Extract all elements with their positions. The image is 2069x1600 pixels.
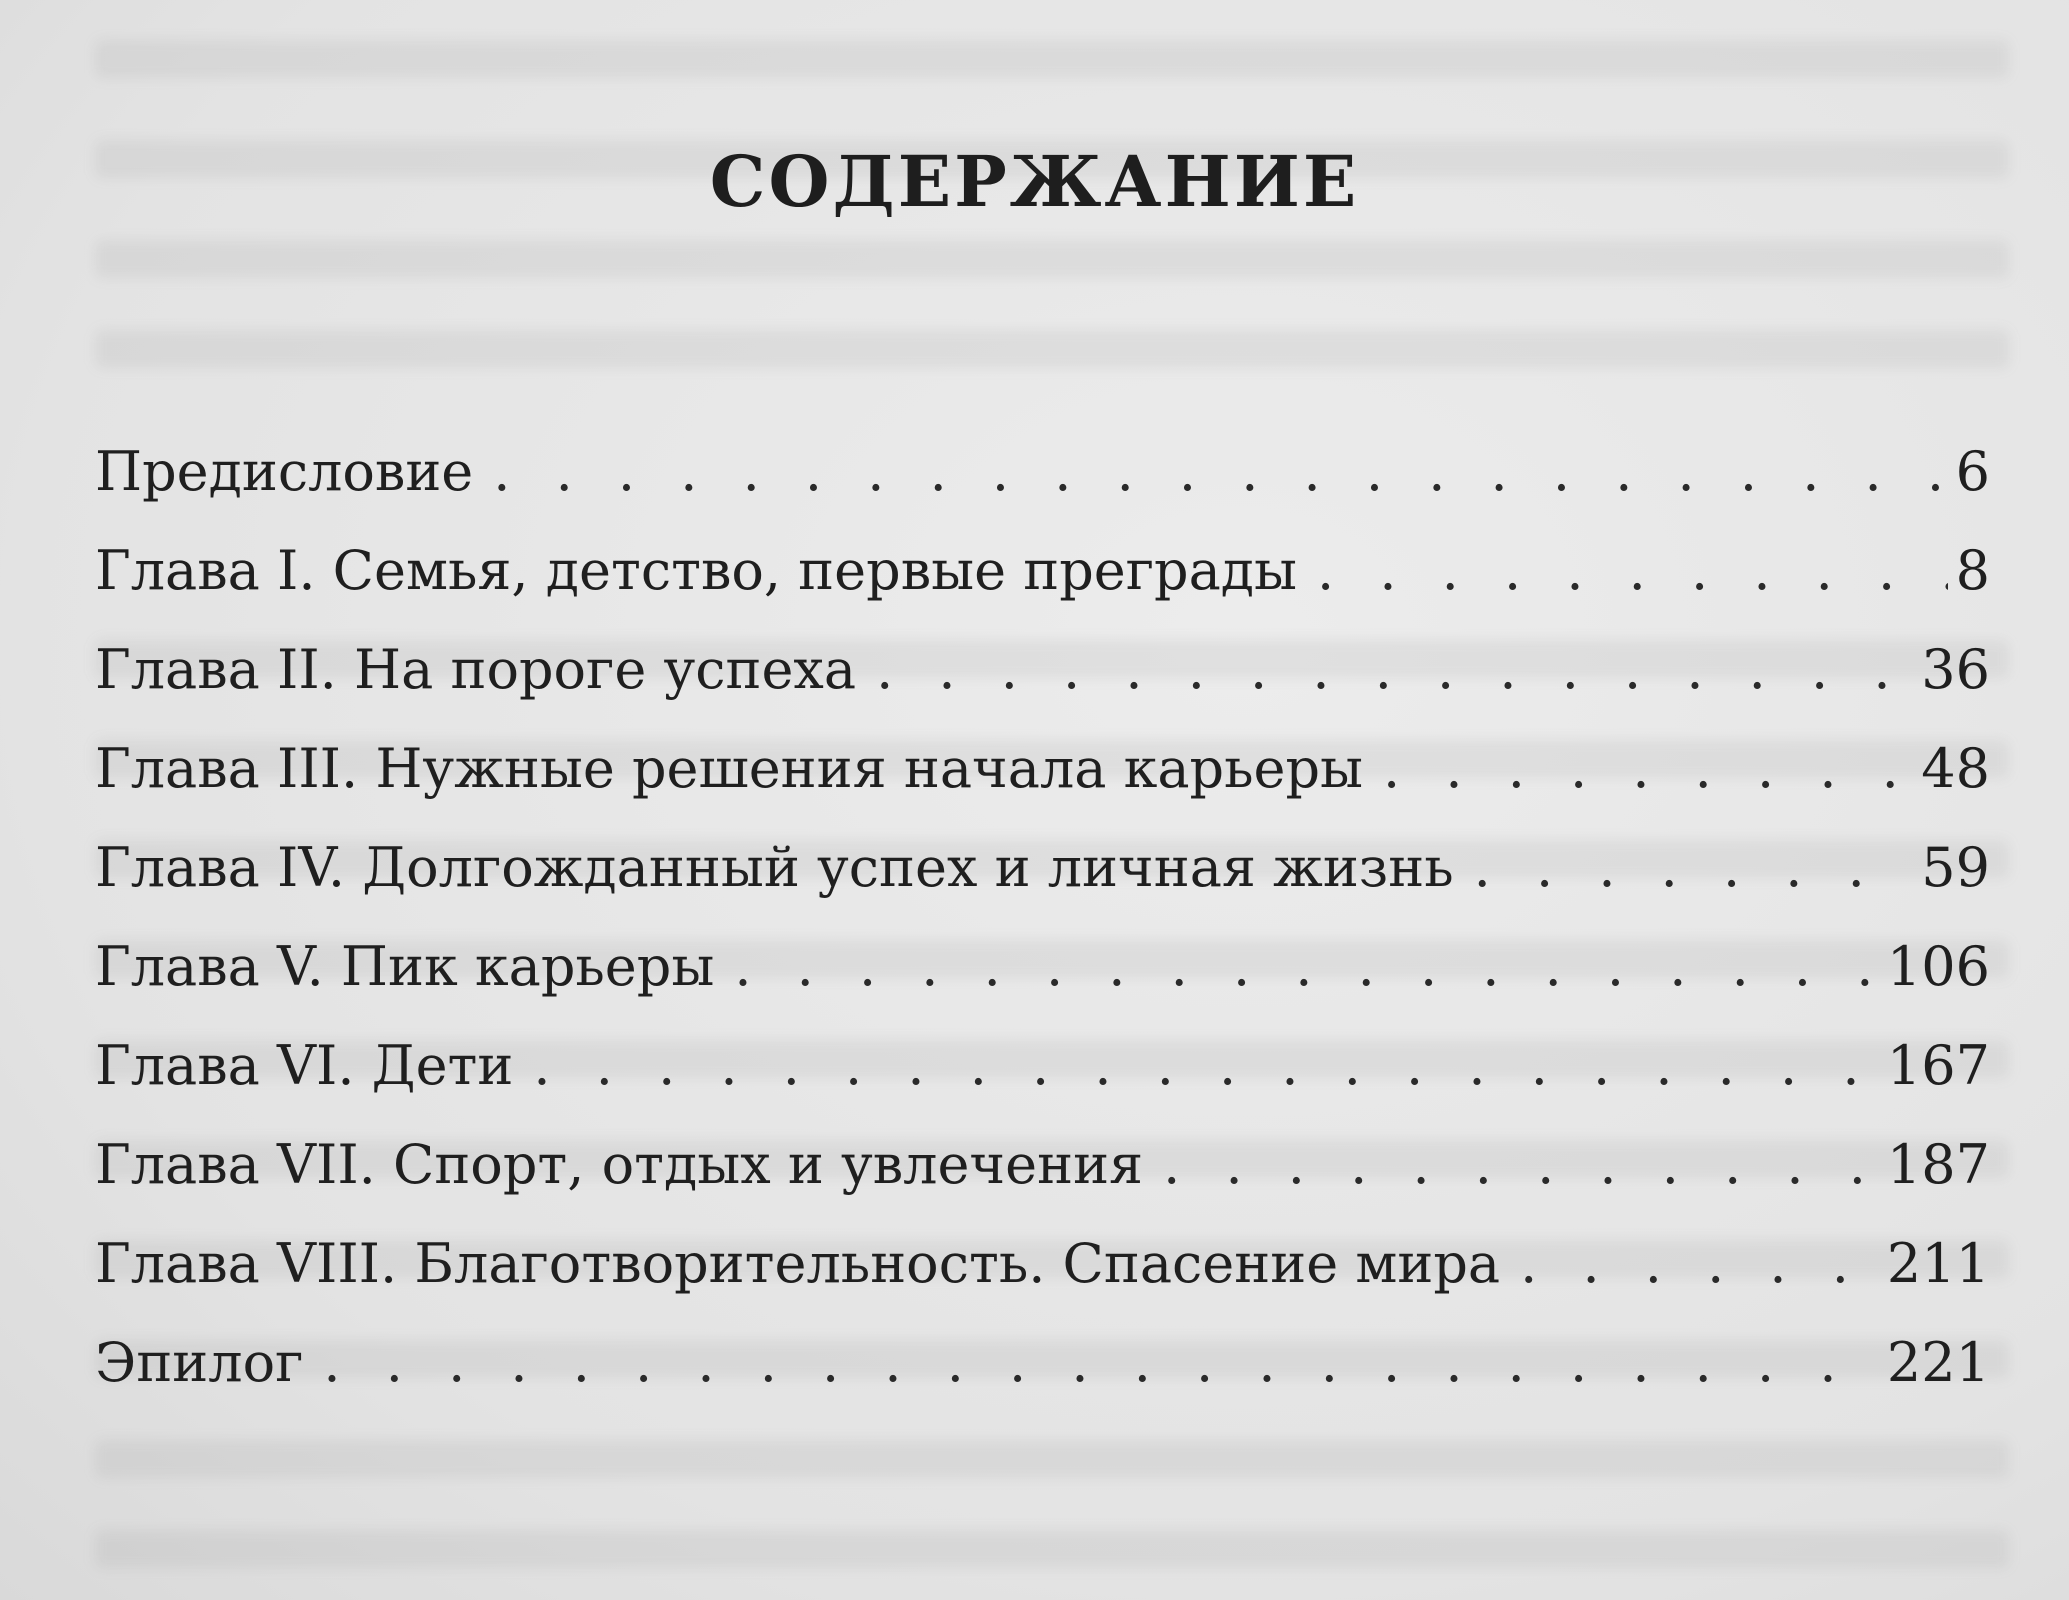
toc-entry-page: 59 <box>1921 836 1990 899</box>
toc-entry-page: 6 <box>1955 440 1990 503</box>
toc-entry-title: Глава V. Пик карьеры <box>95 935 715 998</box>
dot-leader <box>533 1034 1879 1097</box>
bleed-through-shadow <box>95 1440 2009 1478</box>
bleed-through-shadow <box>95 240 2009 278</box>
toc-entry-title: Глава III. Нужные решения начала карьеры <box>95 737 1364 800</box>
toc-entry <box>95 1034 1990 1133</box>
toc-entry-title: Глава VI. Дети <box>95 1034 514 1097</box>
toc-entry <box>95 1133 1990 1232</box>
toc-entry-page: 106 <box>1886 935 1990 998</box>
toc-entry-title: Глава IV. Долгожданный успех и личная жизнь <box>95 836 1454 899</box>
dot-leader <box>734 935 1879 998</box>
toc-entry <box>95 737 1990 836</box>
dot-leader <box>1383 737 1913 800</box>
toc-entry <box>95 836 1990 935</box>
toc-entry <box>95 539 1990 638</box>
toc-entry <box>95 935 1990 1034</box>
bleed-through-shadow <box>95 1530 2009 1568</box>
table-of-contents <box>95 440 1990 1430</box>
dot-leader <box>493 440 1947 503</box>
dot-leader <box>1520 1232 1879 1295</box>
toc-entry <box>95 1331 1990 1430</box>
toc-entry <box>95 1232 1990 1331</box>
toc-entry-title: Глава VII. Спорт, отдых и увлечения <box>95 1133 1144 1196</box>
toc-entry-page: 211 <box>1886 1232 1990 1295</box>
dot-leader <box>1317 539 1948 602</box>
toc-entry-page: 221 <box>1886 1331 1990 1394</box>
toc-entry-title: Предисловие <box>95 440 474 503</box>
toc-entry-title: Глава VIII. Благотворительность. Спасение мира <box>95 1232 1501 1295</box>
toc-entry-page: 36 <box>1921 638 1990 701</box>
page-title: СОДЕРЖАНИЕ <box>709 140 1360 223</box>
toc-entry-page: 187 <box>1886 1133 1990 1196</box>
toc-entry <box>95 638 1990 737</box>
dot-leader <box>1474 836 1914 899</box>
toc-entry-page: 167 <box>1886 1034 1990 1097</box>
toc-entry-title: Глава II. На пороге успеха <box>95 638 857 701</box>
dot-leader <box>1163 1133 1879 1196</box>
toc-entry-title: Глава I. Семья, детство, первые преграды <box>95 539 1298 602</box>
bleed-through-shadow <box>95 330 2009 368</box>
toc-entry-page: 48 <box>1921 737 1990 800</box>
toc-entry-title: Эпилог <box>95 1331 304 1394</box>
toc-entry-page: 8 <box>1955 539 1990 602</box>
dot-leader <box>876 638 1913 701</box>
bleed-through-shadow <box>95 40 2009 78</box>
dot-leader <box>323 1331 1879 1394</box>
toc-entry <box>95 440 1990 539</box>
